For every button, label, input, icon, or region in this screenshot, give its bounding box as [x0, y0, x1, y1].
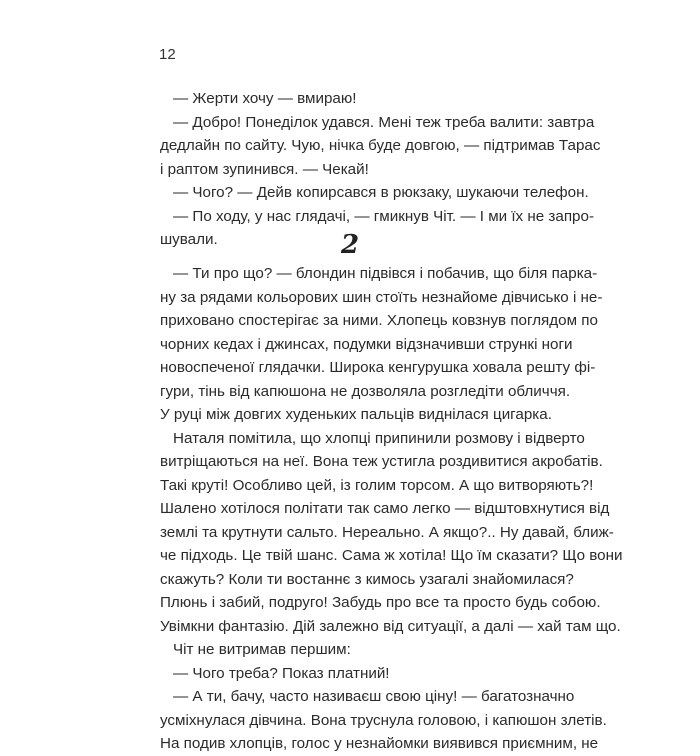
text-line: чорних кедах і джинсах, подумки відзначивши стрункі ноги — [160, 335, 573, 353]
text-line: — Чого треба? Показ платний! — [173, 664, 390, 682]
chapter-number: 2 — [340, 230, 360, 260]
text-block-top — [160, 87, 601, 252]
text-line: гури, тінь від капюшона не дозволяла розгледіти обличчя. — [160, 382, 571, 400]
text-line: Шалено хотілося політати так само легко — відштовхнутися від — [160, 500, 610, 517]
text-line: — А ти, бачу, часто називаєш свою ціну! — багатозначно — [173, 688, 575, 705]
text-line: че підходь. Це твій шанс. Сама ж хотіла! Що їм сказати? Що вони — [160, 547, 623, 564]
text-line: землі та крутнути сальто. Нереально. А якщо?.. Ну давай, ближ- — [160, 523, 614, 541]
text-line: дедлайн по сайту. Чую, нічка буде довгою, — підтримав Тарас — [160, 137, 601, 154]
text-line: — Жерти хочу — вмираю! — [173, 90, 357, 107]
text-line: усміхнулася дівчина. Вона труснула головою, і капюшон злетів. — [160, 711, 607, 729]
text-line: Увімкни фантазію. Дій залежно від ситуації, а далі — хай там що. — [160, 617, 621, 635]
text-line: приховано спостерігає за ними. Хлопець ковзнув поглядом по — [160, 312, 598, 329]
text-line: скажуть? Коли ти востаннє з кимось узагалі знайомилася? — [160, 570, 574, 588]
text-line: шували. — [160, 231, 218, 248]
text-line: ну за рядами кольорових шин стоїть незнайоме дівчисько і не- — [160, 288, 603, 306]
text-line: витріщаються на неї. Вона теж устигла роздивитися акробатів. — [160, 453, 603, 470]
text-line: Плюнь і забий, подруго! Забудь про все та просто будь собою. — [160, 594, 601, 611]
text-line: У руці між довгих худеньких пальців виднілася цигарка. — [160, 406, 552, 423]
text-block-bottom — [160, 262, 623, 756]
text-line: новоспеченої глядачки. Широка кенгурушка ховала решту фі- — [160, 359, 596, 376]
text-line: — Чого? — Дейв копирсався в рюкзаку, шукаючи телефон. — [173, 184, 589, 201]
text-line: Наталя помітила, що хлопці припинили розмову і відверто — [173, 429, 585, 447]
page-number: 12 — [159, 46, 176, 63]
text-line: Такі круті! Особливо цей, із голим торсом. А що витворяють?! — [160, 476, 594, 494]
text-line: На подив хлопців, голос у незнайомки виявився приємним, не — [160, 735, 599, 752]
text-line: і раптом зупинився. — Чекай! — [160, 160, 369, 178]
text-line: — Ти про що? — блондин підвівся і побачив, що біля парка- — [173, 265, 598, 282]
text-line: — Добро! Понеділок удався. Мені теж треба валити: завтра — [173, 113, 595, 131]
text-line: — По ходу, у нас глядачі, — гмикнув Чіт. — І ми їх не запро- — [173, 207, 595, 225]
text-line: Чіт не витримав першим: — [173, 641, 351, 658]
